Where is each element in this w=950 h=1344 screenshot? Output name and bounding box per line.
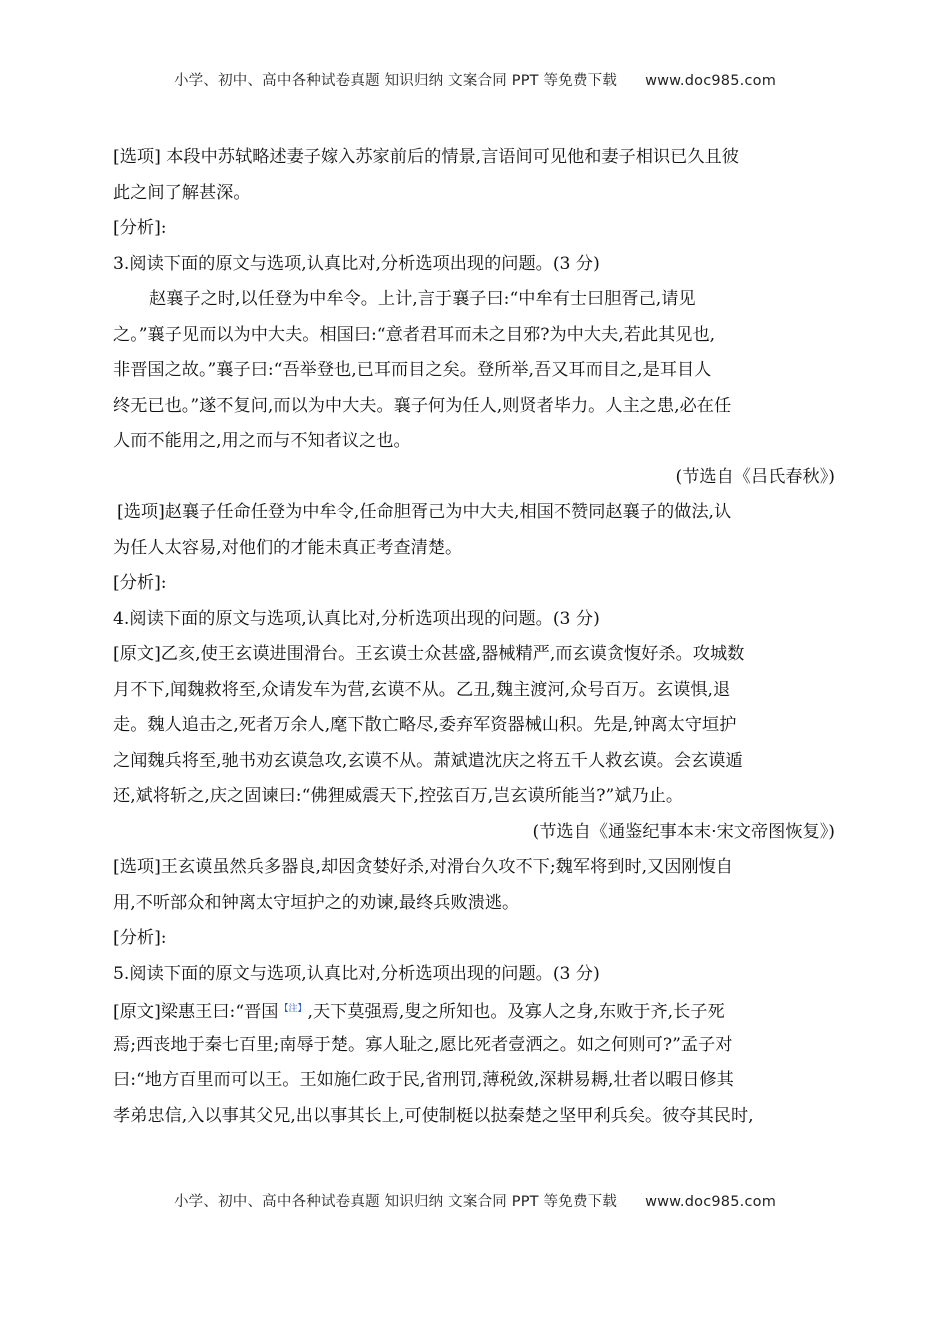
q4-source: (节选自《通鉴纪事本末·宋文帝图恢复》) (532, 821, 835, 842)
footer-banner-text: 小学、初中、高中各种试卷真题 知识归纳 文案合同 PPT 等免费下载 (173, 1194, 618, 1210)
footnote-marker-link[interactable]: 【注】 (279, 1004, 307, 1014)
q3-text-line-5: 人而不能用之,用之而与不知者议之也。 (113, 431, 411, 451)
q5-text-line-1-end: ,天下莫强焉,叟之所知也。及寡人之身,东败于齐,长子死 (307, 1002, 725, 1022)
q2-option-line-1: [选项] 本段中苏轼略述妻子嫁入苏家前后的情景,言语间可见他和妻子相识已久且彼 (113, 147, 739, 167)
header-site-link[interactable]: www.doc985.com (645, 73, 777, 89)
document-body (113, 140, 839, 1134)
q4-option-line-2: 用,不听部众和钟离太守垣护之的劝谏,最终兵败溃逃。 (113, 892, 520, 913)
q4-text-line-3: 走。魏人追击之,死者万余人,麾下散亡略尽,委弃军资器械山积。先是,钟离太守垣护 (113, 715, 737, 735)
q4-text-line-1: [原文]乙亥,使王玄谟进围滑台。王玄谟士众甚盛,器械精严,而玄谟贪愎好杀。攻城数 (113, 644, 745, 664)
q4-text-line-2: 月不下,闻魏救将至,众请发车为营,玄谟不从。乙丑,魏主渡河,众号百万。玄谟惧,退 (113, 679, 731, 700)
q5-text-line-3: 曰:“地方百里而可以王。王如施仁政于民,省刑罚,薄税敛,深耕易耨,壮者以暇日修其 (113, 1070, 734, 1090)
q3-source: (节选自《吕氏春秋》) (675, 466, 835, 487)
q4-text-line-4: 之闻魏兵将至,驰书劝玄谟急攻,玄谟不从。萧斌遣沈庆之将五千人救玄谟。会玄谟遁 (113, 750, 743, 771)
header-banner (0, 69, 950, 90)
q4-option-line-1: [选项]王玄谟虽然兵多器良,却因贪婪好杀,对滑台久攻不下;魏军将到时,又因刚愎自 (113, 857, 733, 877)
q4-analysis-label: [分析]: (113, 928, 167, 948)
q3-text-line-2: 之。”襄子见而以为中大夫。相国曰:“意者君耳而未之目邪?为中大夫,若此其见也, (113, 324, 716, 345)
q5-text-line-1-start: [原文]梁惠王曰:“晋国 (113, 1002, 279, 1022)
q3-analysis-label: [分析]: (113, 573, 167, 593)
q3-option-line-2: 为任人太容易,对他们的才能未真正考查清楚。 (113, 537, 463, 558)
footer-banner (0, 1190, 950, 1211)
q3-text-line-4: 终无已也。”遂不复问,而以为中大夫。襄子何为任人,则贤者毕力。人主之患,必在任 (113, 395, 732, 416)
q5-text-line-2: 焉;西丧地于秦七百里;南辱于楚。寡人耻之,愿比死者壹洒之。如之何则可?”孟子对 (113, 1034, 733, 1055)
q5-prompt: 5.阅读下面的原文与选项,认真比对,分析选项出现的问题。(3 分) (113, 963, 600, 984)
q3-text-line-3: 非晋国之故。”襄子曰:“吾举登也,已耳而目之矣。登所举,吾又耳而目之,是耳目人 (113, 360, 712, 380)
q5-text-line-1 (113, 992, 839, 1028)
q4-text-line-5: 还,斌将斩之,庆之固谏曰:“佛狸威震天下,控弦百万,岂玄谟所能当?”斌乃止。 (113, 786, 684, 806)
q2-analysis-label: [分析]: (113, 218, 167, 238)
q2-option-line-2: 此之间了解甚深。 (113, 182, 251, 203)
q4-prompt: 4.阅读下面的原文与选项,认真比对,分析选项出现的问题。(3 分) (113, 608, 600, 629)
header-banner-text: 小学、初中、高中各种试卷真题 知识归纳 文案合同 PPT 等免费下载 (173, 73, 618, 89)
q5-text-line-4: 孝弟忠信,入以事其父兄,出以事其长上,可使制梃以挞秦楚之坚甲利兵矣。彼夺其民时, (113, 1105, 754, 1126)
footer-site-link[interactable]: www.doc985.com (645, 1194, 777, 1210)
q3-option-line-1: [选项]赵襄子任命任登为中牟令,任命胆胥己为中大夫,相国不赞同赵襄子的做法,认 (117, 502, 732, 522)
q3-text-line-1: 赵襄子之时,以任登为中牟令。上计,言于襄子曰:“中牟有士曰胆胥己,请见 (149, 289, 696, 309)
q3-prompt: 3.阅读下面的原文与选项,认真比对,分析选项出现的问题。(3 分) (113, 253, 600, 274)
